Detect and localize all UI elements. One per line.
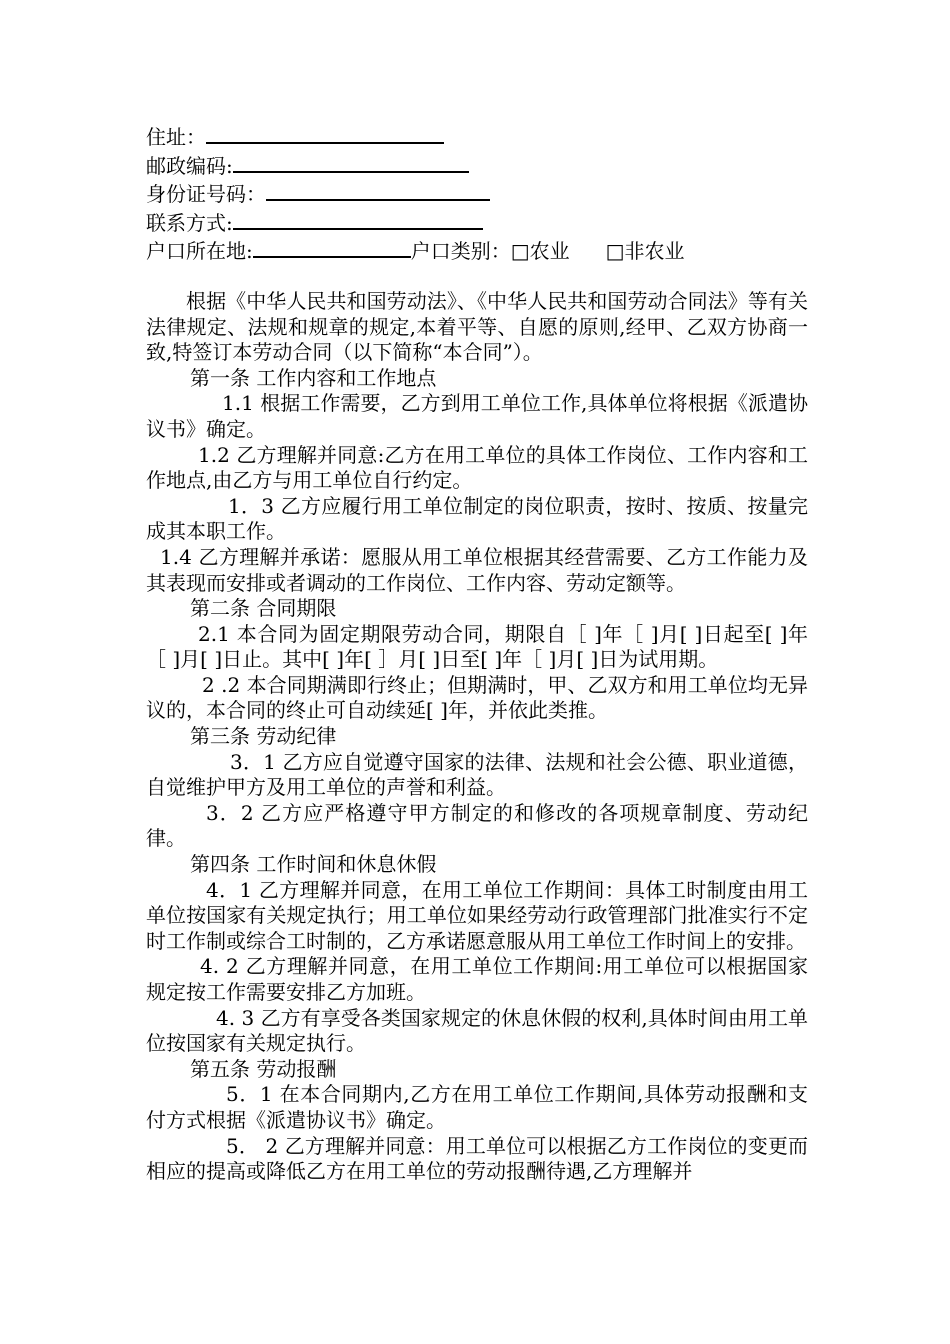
article-3-heading: 第三条 劳动纪律 [190, 724, 337, 749]
address-label: 住址： [146, 125, 206, 149]
checkbox-agricultural[interactable]: □农业 [510, 239, 570, 264]
contact-field [146, 208, 808, 237]
id-number-blank[interactable] [266, 179, 490, 201]
clause-3-2: 3．2 乙方应严格遵守甲方制定的和修改的各项规章制度、劳动纪律。 [146, 800, 808, 851]
address-field [146, 122, 808, 151]
hukou-label: 户口所在地: [146, 239, 253, 264]
contact-label: 联系方式: [146, 210, 233, 235]
clause-5-2: 5． 2 乙方理解并同意：用工单位可以根据乙方工作岗位的变更而相应的提高或降低乙方在用工单位的劳动报酬待遇,乙方理解并 [146, 1133, 808, 1184]
clause-3-1: 3．1 乙方应自觉遵守国家的法律、法规和社会公德、职业道德，自觉维护甲方及用工单位的声誉和利益。 [146, 749, 808, 800]
clause-2-2: 2 .2 本合同期满即行终止；但期满时，甲、乙双方和用工单位均无异议的，本合同的终止可自动续延[ ]年，并依此类推。 [146, 672, 808, 723]
clause-1-4: 1.4 乙方理解并承诺：愿服从用工单位根据其经营需要、乙方工作能力及其表现而安排或者调动的工作岗位、工作内容、劳动定额等。 [146, 544, 808, 595]
article-5-heading: 第五条 劳动报酬 [190, 1056, 337, 1081]
contact-blank[interactable] [233, 208, 483, 230]
clause-2-1: 2.1 本合同为固定期限劳动合同，期限自［ ]年［ ]月[ ]日起至[ ]年［ ]月[ ]日止。其中[ ]年[ ］月[ ]日至[ ]年［ ]月[ ]日为试用期。 [146, 621, 808, 672]
postcode-label: 邮政编码: [146, 153, 233, 178]
clause-4-2: 4. 2 乙方理解并同意，在用工单位工作期间:用工单位可以根据国家规定按工作需要安排乙方加班。 [146, 954, 808, 1004]
clause-1-3: 1．3 乙方应履行用工单位制定的岗位职责，按时、按质、按量完成其本职工作。 [146, 493, 808, 544]
clause-1-1: 1.1 根据工作需要，乙方到用工单位工作,具体单位将根据《派遣协议书》确定。 [146, 391, 808, 441]
clause-1-2: 1.2 乙方理解并同意:乙方在用工单位的具体工作岗位、工作内容和工作地点,由乙方与用工单位自行约定。 [146, 442, 808, 493]
hukou-blank[interactable] [253, 236, 411, 258]
id-number-label: 身份证号码： [146, 182, 266, 207]
article-1-heading: 第一条 工作内容和工作地点 [190, 365, 437, 390]
postcode-blank[interactable] [233, 151, 469, 173]
postcode-field [146, 151, 808, 180]
hukou-field [146, 236, 808, 265]
address-blank[interactable] [206, 122, 444, 144]
checkbox-non-agricultural[interactable]: □非农业 [605, 239, 685, 264]
hukou-type-label: 户口类别： [410, 239, 511, 264]
intro-paragraph: 根据《中华人民共和国劳动法》、《中华人民共和国劳动合同法》等有关法律规定、法规和规章的规定,本着平等、自愿的原则,经甲、乙双方协商一致,特签订本劳动合同（以下简称“本合同”）。 [146, 288, 808, 365]
id-number-field [146, 179, 808, 208]
clause-4-1: 4．1 乙方理解并同意，在用工单位工作期间：具体工时制度由用工单位按国家有关规定执行；用工单位如果经劳动行政管理部门批准实行不定时工作制或综合工时制的，乙方承诺愿意服从用工单位工作时间上的安排。 [146, 877, 808, 953]
clause-5-1: 5．1 在本合同期内,乙方在用工单位工作期间,具体劳动报酬和支付方式根据《派遣协议书》确定。 [146, 1082, 808, 1132]
contract-page [146, 122, 808, 1185]
article-2-heading: 第二条 合同期限 [190, 596, 337, 621]
article-4-heading: 第四条 工作时间和休息休假 [190, 852, 437, 877]
clause-4-3: 4. 3 乙方有享受各类国家规定的休息休假的权利,具体时间由用工单位按国家有关规定执行。 [146, 1005, 808, 1056]
